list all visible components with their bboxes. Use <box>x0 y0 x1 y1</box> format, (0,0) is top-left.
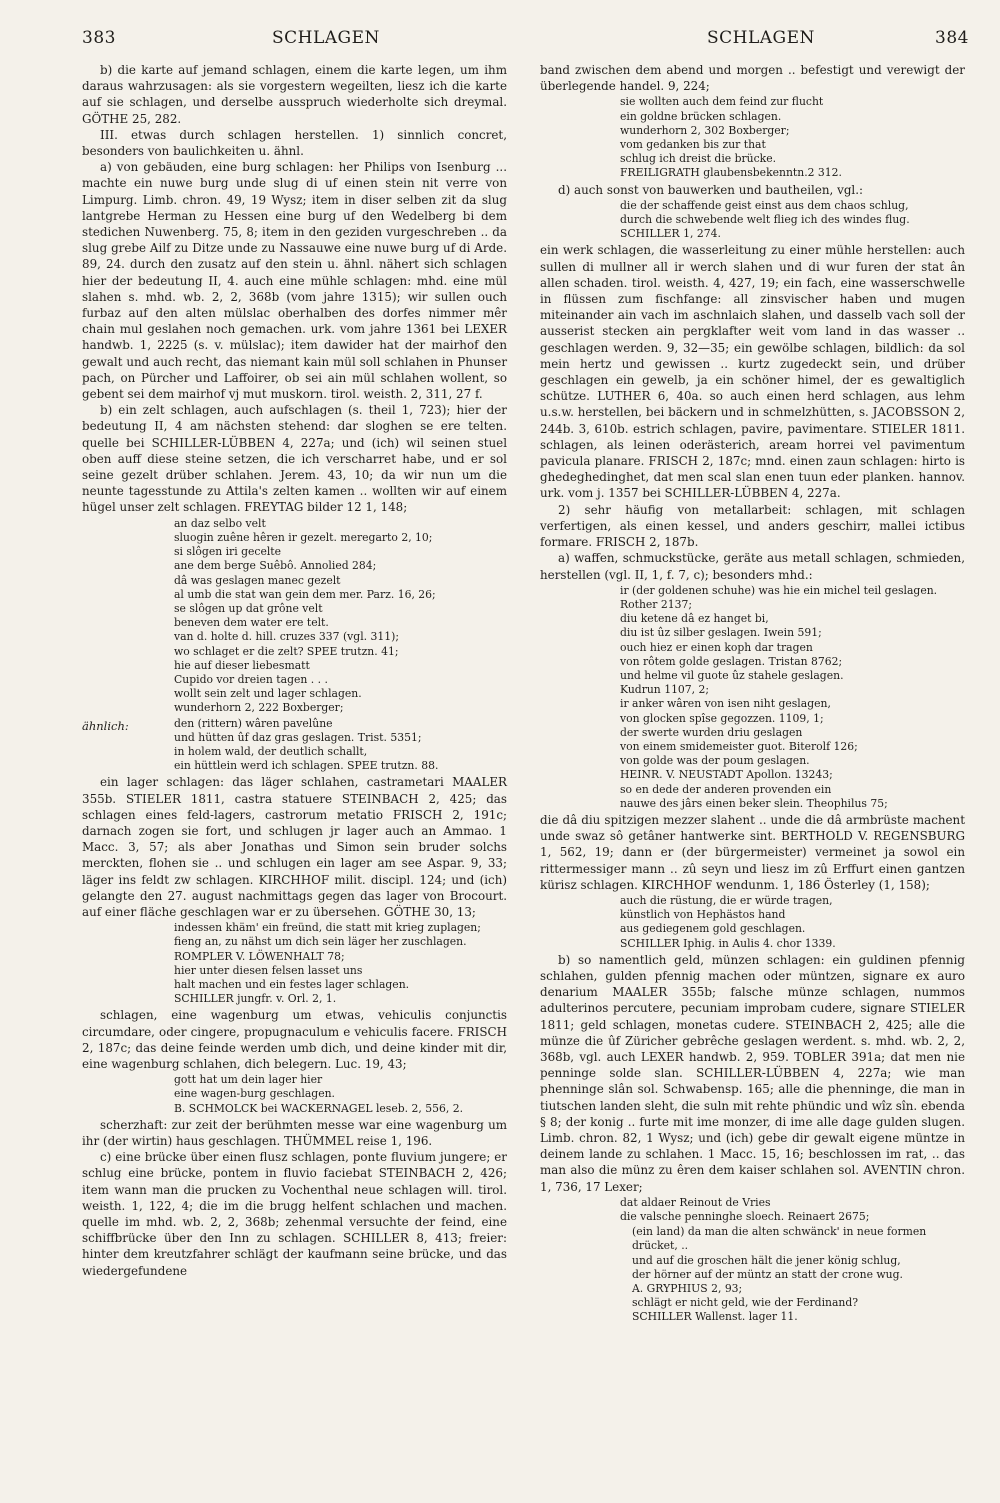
page-number-left: 383 <box>82 28 116 48</box>
quotation-line: und hütten ûf daz gras geslagen. Trist. 5351; <box>174 730 422 744</box>
quotation-line: halt machen und ein festes lager schlagen. <box>174 977 410 991</box>
paragraph: ein werk schlagen, die wasserleitung zu einer mühle herstellen: auch sullen di mullner all ir werch slahen und di wur furen der stat ân allen schaden. tirol. weisth. 4, 427, 19; ein fach, eine wasserschwelle in flüssen zum fischfange: all zinsvischer haben und mugen miteinander ain vach im aschnlaich slahen, und dasselb vach soll der ausserist stecken ain pergklafter weit vom land in das wasser .. geschlagen werden. 9, 32—35; ein gewölbe schlagen, bildlich: da sol mein hertz und gewissen .. kurtz zugedeckt sein, und drüber geschlagen ein gewelb, ja ein schöner himel, der es gewaltiglich schütze. LUTHER 6, 40a. so auch einen herd schlagen, aus lehm u.s.w. herstellen, bei bäckern und in schmelzhütten, s. JACOBSSON 2, 244b. 3, 610b. estrich schlagen, pavire, pavimentare. STIELER 1811. schlagen, als leinen oderästerich, aream horrei vel pavimentum pavicula planare. FRISCH 2, 187c; mnd. einen zaun schlagen: hirto is ghedeghedinghet, dat men scal slan enen tuun eder planken. hannov. urk. vom j. 1357 bei SCHILLER-LÜBBEN 4, 227a. <box>540 243 965 501</box>
quotation-line: SCHILLER jungfr. v. Orl. 2, 1. <box>174 992 337 1006</box>
quotation-line: SCHILLER Iphig. in Aulis 4. chor 1339. <box>620 936 836 950</box>
paragraph: a) von gebäuden, eine burg schlagen: her Philips von Isenburg ... machte ein nuwe burg unde slug di uf einen stein nit verre von Limpurg. Limb. chron. 49, 19 Wysz; item in diser selben zit da slug lantgrebe Herman zu Hessen eine burg uf den Wedelberg bi dem stedichen Nuwenberg. 75, 8; item in den geziden vurgeschreben .. da slug grebe Ailf zu Ditze unde zu Nassauwe eine nuwe burg uf di Arde. 89, 24. durch den zusatz auf den stein u. ähnl. nähert sich schlagen hier der bedeutung II, 4. auch eine mühle schlagen: mhd. eine mül slahen s. mhd. wb. 2, 2, 368b (vom jahre 1315); wir sullen ouch furbaz auf den alten mülslac oberhalben des dorfes nimmer mêr chain mul geslahen noch gemachen. urk. vom jahre 1361 bei LEXER handwb. 1, 2225 (s. v. mülslac); item dawider hat der mairhof den gewalt und auch recht, das niemant kain mül soll schlahen in Phunser pach, on Pürcher und Laffoirer, ob sei ain mül schlahen wollent, so gebent sei dem mairhof vj mut muskorn. tirol. weisth. 2, 311, 27 f. <box>82 160 507 402</box>
quotation-line: und auf die groschen hält die jener könig schlug, <box>632 1253 901 1267</box>
paragraph: b) so namentlich geld, münzen schlagen: ein guldinen pfennig schlahen, gulden pfennig machen oder müntzen, signare ex auro denarium MAALER 355b; falsche münze schlagen, nummos adulterinos percutere, pecuniam improbam cudere, signare STIELER 1811; geld schlagen, monetas cudere. STEINBACH 2, 425; alle die münze die ûf Züricher gebrêche geslagen werdent. s. mhd. wb. 2, 2, 368b, vgl. auch LEXER handwb. 2, 959. TOBLER 391a; dat men nie penninge solde slan. SCHILLER-LÜBBEN 4, 227a; wie man phenninge slân sol. Schwabensp. 165; alle die phenninge, die man in tiutschen landen sleht, die suln mit rehte phündic und wîz sîn. ebenda § 8; der konig .. furte mit ime monzer, di ime alle dage gulden slugen. Limb. chron. 82, 1 Wysz; und (ich) gebe dir gewalt eigene müntze in deinem lande zu schlahen. 1 Macc. 15, 16; beschlossen im rat, .. das man also die münz zu êren dem kaiser schlahen sol. AVENTIN chron. 1, 736, 17 Lexer; <box>540 952 965 1194</box>
page-number-right: 384 <box>935 28 969 48</box>
quotation-line: A. GRYPHIUS 2, 93; <box>632 1282 743 1296</box>
quotation-line: die der schaffende geist einst aus dem chaos schlug, <box>620 198 909 212</box>
quotation-line: der swerte wurden driu geslagen <box>620 725 803 739</box>
quotation-line: sluogin zuêne hêren ir gezelt. meregarto 2, 10; <box>174 530 433 544</box>
quotation-block <box>540 894 965 951</box>
paragraph: III. etwas durch schlagen herstellen. 1) sinnlich concret, besonders von baulichkeiten u. ähnl. <box>82 127 507 159</box>
quotation-line: in holem wald, der deutlich schallt, <box>174 744 368 758</box>
quotation-line: Kudrun 1107, 2; <box>620 683 710 697</box>
quotation-line: hie auf dieser liebesmatt <box>174 658 310 672</box>
quotation-line: ouch hiez er einen koph dar tragen <box>620 640 813 654</box>
paragraph: b) ein zelt schlagen, auch aufschlagen (s. theil 1, 723); hier der bedeutung II, 4 am nächsten stehend: dar sloghen se ere telten. quelle bei SCHILLER-LÜBBEN 4, 227a; und (ich) wil seinen stuel oben auff diese steine setzen, die ich verscharret habe, und er sol seine gezelt drüber schlahen. Jerem. 43, 10; da wir nun um die neunte tagesstunde zu Attila's zelten kamen .. wollten wir auf einem hügel unser zelt schlagen. FREYTAG bilder 12 1, 148; <box>82 403 507 515</box>
quotation-line: eine wagen-burg geschlagen. <box>174 1087 335 1101</box>
quotation-line: und helme vil guote ûz stahele geslagen. <box>620 668 844 682</box>
quotation-line: ir anker wâren von isen niht geslagen, <box>620 697 831 711</box>
quotation-line: auch die rüstung, die er würde tragen, <box>620 893 833 907</box>
quotation-line: sie wollten auch dem feind zur flucht <box>620 95 824 109</box>
quotation-line: ein goldne brücken schlagen. <box>620 109 782 123</box>
quotation-line: fieng an, zu nähst um dich sein läger her zuschlagen. <box>174 935 467 949</box>
quotation-line: künstlich von Hephästos hand <box>620 908 786 922</box>
comparison-block <box>82 717 507 774</box>
running-head-left: SCHLAGEN <box>272 28 380 48</box>
paragraph: a) waffen, schmuckstücke, geräte aus metall schlagen, schmieden, herstellen (vgl. II, 1, f. 7, c); besonders mhd.: <box>540 551 965 582</box>
quotation-line: B. SCHMOLCK bei WACKERNAGEL leseb. 2, 556, 2. <box>174 1101 463 1115</box>
right-column <box>540 62 965 1326</box>
quotation-line: dat aldaer Reinout de Vries <box>620 1195 771 1209</box>
paragraph: band zwischen dem abend und morgen .. befestigt und verewigt der überlegende handel. 9, 224; <box>540 63 965 94</box>
quotation-line: an daz selbo velt <box>174 516 266 530</box>
running-head-right: SCHLAGEN <box>707 28 815 48</box>
quotation-line: ir (der goldenen schuhe) was hie ein michel teil geslagen. <box>620 583 938 597</box>
quotation-line: al umb die stat wan gein dem mer. Parz. 16, 26; <box>174 587 436 601</box>
paragraph: 2) sehr häufig von metallarbeit: schlagen, mit schlagen verfertigen, als einen kessel, und anders geschirr, mallei ictibus formare. FRISCH 2, 187b. <box>540 502 965 550</box>
quotation-line: HEINR. V. NEUSTADT Apollon. 13243; <box>620 768 833 782</box>
quotation-line: SCHILLER 1, 274. <box>620 227 721 241</box>
quotation-line: se slôgen up dat grône velt <box>174 601 323 615</box>
quotation-line: aus gediegenem gold geschlagen. <box>620 922 806 936</box>
quotation-line: ane dem berge Suêbô. Annolied 284; <box>174 559 377 573</box>
quotation-line: Cupido vor dreien tagen . . . <box>174 672 328 686</box>
quotation-line: die valsche penninghe sloech. Reinaert 2675; <box>620 1210 870 1224</box>
quotation-block <box>540 1225 965 1324</box>
quotation-line: FREILIGRATH glaubensbekenntn.2 312. <box>620 166 842 180</box>
left-column <box>82 62 507 1279</box>
paragraph: schlagen, eine wagenburg um etwas, vehiculis conjunctis circumdare, oder cingere, propugnaculum e vehiculis facere. FRISCH 2, 187c; das deine feinde werden umb dich, und deine kinder mit dir, eine wagenburg schlahen, dich belegern. Luc. 19, 43; <box>82 1008 507 1071</box>
paragraph: ein lager schlagen: das läger schlahen, castrametari MAALER 355b. STIELER 1811, castra statuere STEINBACH 2, 425; das schlagen eines feld-lagers, castrorum metatio FRISCH 2, 191c; darnach zogen sie fort, und schlugen jr lager auch an Ammao. 1 Macc. 3, 57; als aber Jonathas und Simon sein bruder solchs merckten, flohen sie .. und schlugen ein lager am see Aspar. 9, 33; läger ins feldt zw schlagen. KIRCHHOF milit. discipl. 124; und (ich) gelangte den 27. august nachmittags gegen das lager von Brocourt. auf einer fläche geschlagen war er zu übersehen. GÖTHE 30, 13; <box>82 775 507 919</box>
quotation-line: wunderhorn 2, 302 Boxberger; <box>620 123 790 137</box>
quotation-line: (ein land) da man die alten schwänck' in neue formen drücket, .. <box>632 1225 927 1253</box>
quotation-block <box>540 95 965 180</box>
quotation-line: Rother 2137; <box>620 597 693 611</box>
quotation-block <box>540 1196 965 1224</box>
quotation-line: nauwe des jârs einen beker slein. Theophilus 75; <box>620 796 888 810</box>
quotation-line: wunderhorn 2, 222 Boxberger; <box>174 701 344 715</box>
quotation-line: schlägt er nicht geld, wie der Ferdinand? <box>632 1296 859 1310</box>
quotation-line: dâ was geslagen manec gezelt <box>174 573 341 587</box>
paragraph: b) die karte auf jemand schlagen, einem die karte legen, um ihm daraus wahrzusagen: als sie vorgestern wegeilten, liesz ich die karte auf sie schlagen, und derselbe ausspruch wiederholte sich dreymal. GÖTHE 25, 282. <box>82 63 507 126</box>
quotation-line: schlug ich dreist die brücke. <box>620 152 777 166</box>
quotation-line: indessen khäm' ein freünd, die statt mit krieg zuplagen; <box>174 921 481 935</box>
aehnlich-label: ähnlich: <box>82 718 129 733</box>
quotation-line: der hörner auf der müntz an statt der crone wug. <box>632 1267 903 1281</box>
quotation-line: SCHILLER Wallenst. lager 11. <box>632 1310 798 1324</box>
quotation-line: so en dede der anderen provenden ein <box>620 782 832 796</box>
quotation-block <box>82 517 507 716</box>
quotation-line: hier unter diesen felsen lasset uns <box>174 963 363 977</box>
paragraph: scherzhaft: zur zeit der berühmten messe war eine wagenburg um ihr (der wirtin) haus geschlagen. THÜMMEL reise 1, 196. <box>82 1117 507 1149</box>
quotation-line: beneven dem water ere telt. <box>174 616 329 630</box>
quotation-line: durch die schwebende welt flieg ich des windes flug. <box>620 213 910 227</box>
quotation-line: von golde was der poum geslagen. <box>620 754 810 768</box>
quotation-line: ein hüttlein werd ich schlagen. SPEE trutzn. 88. <box>174 759 439 773</box>
quotation-line: diu ist ûz silber geslagen. Iwein 591; <box>620 626 822 640</box>
quotation-line: si slôgen iri gecelte <box>174 545 282 559</box>
quotation-block <box>82 1073 507 1116</box>
quotation-line: diu ketene dâ ez hanget bi, <box>620 612 769 626</box>
quotation-line: vom gedanken bis zur that <box>620 138 766 152</box>
quotation-line: von glocken spîse gegozzen. 1109, 1; <box>620 711 824 725</box>
quotation-line: gott hat um dein lager hier <box>174 1073 323 1087</box>
quotation-block <box>82 921 507 1006</box>
quotation-block <box>82 717 507 774</box>
quotation-line: van d. holte d. hill. cruzes 337 (vgl. 311); <box>174 630 399 644</box>
quotation-line: wollt sein zelt und lager schlagen. <box>174 687 362 701</box>
quotation-line: von einem smidemeister guot. Biterolf 126; <box>620 739 858 753</box>
quotation-block <box>540 584 965 811</box>
paragraph: die dâ diu spitzigen mezzer slahent .. unde die dâ armbrüste machent unde swaz sô getâner hantwerke sint. BERTHOLD V. REGENSBURG 1, 562, 19; dann er (der bürgermeister) vermeinet ja sowol ein rittermessiger mann .. zû seyn und liesz im zû Erffurt einen gantzen kürisz schlagen. KIRCHHOF wendunm. 1, 186 Österley (1, 158); <box>540 812 965 892</box>
paragraph: c) eine brücke über einen flusz schlagen, ponte fluvium jungere; er schlug eine brücke, pontem in fluvio faciebat STEINBACH 2, 426; item wann man die prucken zu Vochenthal neue schlagen will. tirol. weisth. 1, 122, 4; die im die brugg helfent schlachen und machen. quelle im mhd. wb. 2, 2, 368b; zehenmal versuchte der feind, eine schiffbrücke über den Inn zu schlagen. SCHILLER 8, 413; freier: hinter dem kreutzfahrer schlägt der kaufmann seine brücke, und das wiedergefundene <box>82 1150 507 1278</box>
quotation-line: den (rittern) wâren pavelûne <box>174 716 333 730</box>
quotation-line: wo schlaget er die zelt? SPEE trutzn. 41; <box>174 644 399 658</box>
quotation-line: von rôtem golde geslagen. Tristan 8762; <box>620 654 843 668</box>
paragraph: d) auch sonst von bauwerken und bautheilen, vgl.: <box>558 182 864 197</box>
quotation-block <box>540 199 965 242</box>
quotation-line: ROMPLER V. LÖWENHALT 78; <box>174 949 345 963</box>
